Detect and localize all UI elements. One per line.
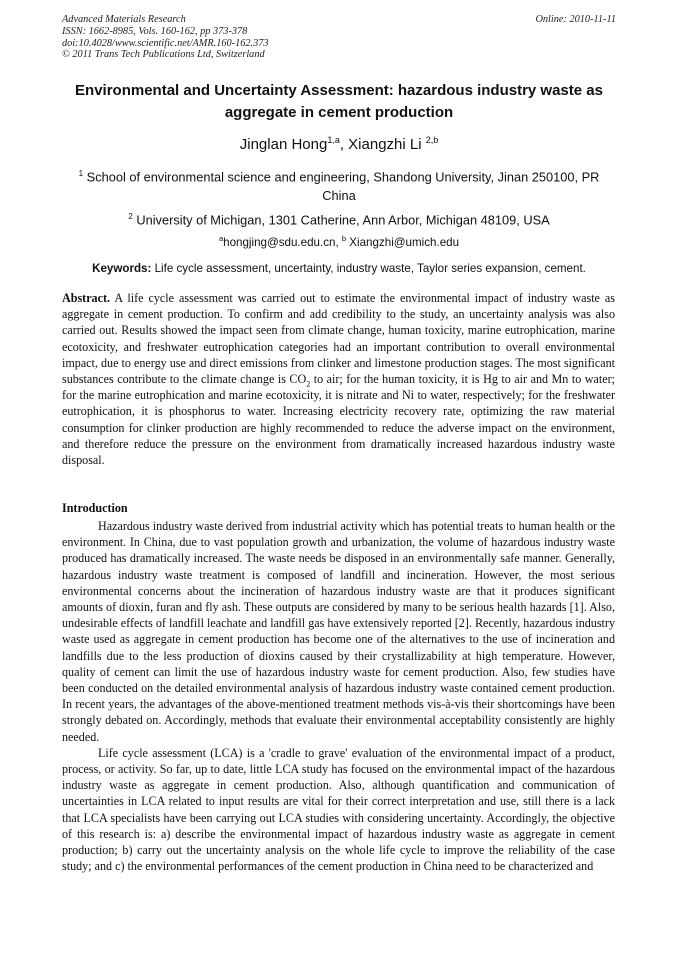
email-a[interactable]: hongjing@sdu.edu.cn,: [223, 235, 342, 249]
author-2-affil: 2,b: [425, 135, 439, 145]
keywords-text: Life cycle assessment, uncertainty, industry waste, Taylor series expansion, cement.: [151, 262, 586, 275]
author-1: Jinglan Hong: [239, 136, 328, 153]
affiliation-1-text: School of environmental science and engineering, Shandong University, Jinan 250100, PR China: [83, 169, 600, 204]
doi-line[interactable]: doi:10.4028/www.scientific.net/AMR.160-162.373: [62, 37, 269, 49]
abstract-paragraph: [62, 290, 615, 468]
author-line: [40, 135, 638, 153]
author-2: Xiangzhi Li: [348, 136, 426, 153]
affiliation-1: [62, 164, 616, 205]
section-heading-introduction: Introduction: [62, 501, 128, 515]
copyright-line: © 2011 Trans Tech Publications Ltd, Switzerland: [62, 49, 265, 61]
issn-line: ISSN: 1662-8985, Vols. 160-162, pp 373-378: [62, 25, 248, 37]
keywords-line: [40, 262, 638, 275]
affiliation-1-number: 1: [78, 169, 84, 178]
affiliation-2-number: 2: [128, 212, 133, 221]
email-b-marker: b: [341, 234, 347, 243]
journal-name: Advanced Materials Research: [62, 14, 186, 25]
keywords-label: Keywords:: [92, 262, 152, 275]
abstract-text-1: A life cycle assessment was carried out to estimate the environmental impact of industry waste as aggregate in cement production. To confirm and add credibility to the study, an uncertainty analysis was also carried out. Results showed the impact seen from climate change, human toxicity, marine eutrophication, marine ecotoxicity, and freshwater eutrophication categories had an important contribution to overall environmental impact, due to energy use and direct emissions from clinker and limestone production stages. The most significant substances contribute to the climate change is CO: [62, 291, 615, 387]
co2-subscript: 2: [306, 379, 311, 389]
author-emails: [40, 234, 638, 249]
online-date: Online: 2010-11-11: [535, 14, 616, 25]
abstract-text-2: to air; for the human toxicity, it is Hg to air and Mn to water; for the marine eutrophication and marine ecotoxicity, it is nitrate and Ni to water, respectively; for the freshwater eutrophication, it is phosphorus to water. Increasing electricity recovery rate, optimizing the raw material consumption for clinker production are highly recommended to reduce the adverse impact on the environment, and therefore reduce the pressure on the environment from dramatically increased hazardous industry waste disposal.: [62, 372, 615, 468]
intro-paragraph-2: Life cycle assessment (LCA) is a 'cradle to grave' evaluation of the environmental impact of a product, process, or activity. So far, up to date, little LCA study has focused on the environmental impact of the hazardous industry waste as aggregate in cement production. Also, although quantification and communication of uncertainties in LCA related to input results are vital for their correct interpretation and use, still there is a lack that LCA specialists have been carrying out LCA studies with considering uncertainty. Accordingly, the objective of this research is: a) describe the environmental impact of hazardous industry waste as aggregate in cement production; b) carry out the uncertainty analysis on the whole life cycle to improve the reliability of the case study; and c) the environmental performances of the cement production in China need to be characterized and: [62, 745, 615, 874]
paper-title: Environmental and Uncertainty Assessment: hazardous industry waste as aggregate in cement production: [75, 82, 603, 121]
intro-paragraph-1: Hazardous industry waste derived from industrial activity which has potential treats to human health or the environment. In China, due to vast population growth and urbanization, the volume of hazardous industry waste produced has dramatically increased. The waste needs be disposed in an environmentally safe manner. Generally, hazardous industry waste treatment is composed of landfill and incineration. However, the most serious environmental concerns about the incineration of hazardous industry waste are that it produces significant amounts of dioxin, furan and fly ash. These outputs are considered by many to be serious health hazards [1]. Also, undesirable effects of landfill leachate and landfill gas have extensively reported [2]. Recently, hazardous industry waste used as aggregate in cement production has become one of the alternatives to the use of incineration and landfills due to the less production of dioxins caused by their crystallizability at high temperature. However, quality of cement can limit the use of hazardous industry waste for cement production. Also, few studies have been conducted on the detailed environmental analysis of hazardous industry waste contained cement production. In recent years, the advantages of the above-mentioned treatment methods vis-à-vis their shortcomings have been strongly debated on. Accordingly, methods that evaluate their environmental acceptability consistently are highly needed.: [62, 519, 615, 744]
affiliation-2: [62, 207, 616, 229]
author-separator: ,: [339, 136, 349, 153]
journal-header: [62, 14, 269, 61]
affiliation-2-text: University of Michigan, 1301 Catherine, Ann Arbor, Michigan 48109, USA: [132, 212, 550, 228]
email-a-marker: a: [218, 234, 224, 243]
author-1-affil: 1,a: [327, 135, 340, 145]
email-b[interactable]: Xiangzhi@umich.edu: [346, 235, 460, 249]
introduction-body: [62, 518, 615, 874]
abstract-label: Abstract.: [62, 291, 111, 305]
